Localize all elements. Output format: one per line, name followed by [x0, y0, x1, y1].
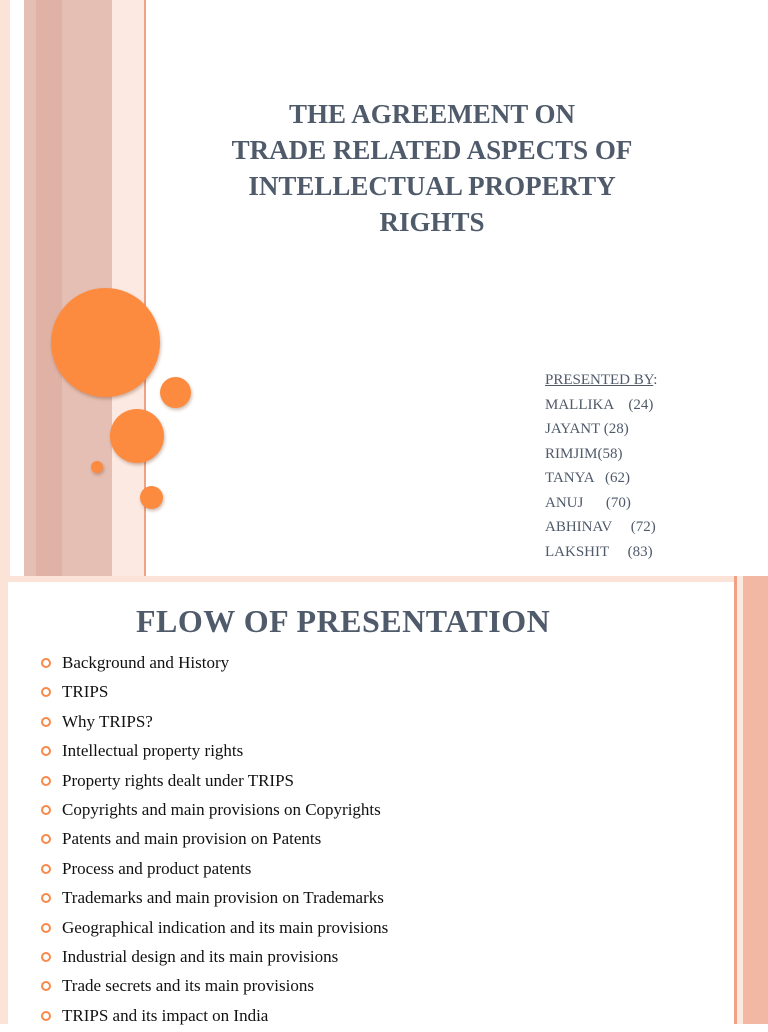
list-item: [38, 797, 388, 826]
presented-by-heading: [545, 368, 657, 393]
title-line: RIGHTS: [379, 207, 485, 237]
list-item: [38, 650, 388, 679]
list-item-text: Intellectual property rights: [62, 741, 244, 761]
presenter-name: ABHINAV (72): [545, 519, 656, 535]
list-item: [38, 709, 388, 738]
list-item: [38, 826, 388, 855]
decorative-stripe: [112, 0, 146, 576]
decorative-stripe: [743, 576, 768, 1024]
circle-bullet-icon: [41, 717, 51, 727]
agenda-heading: FLOW OF PRESENTATION: [136, 603, 551, 639]
presenter-name: JAYANT (28): [545, 421, 629, 437]
presenter-name: RIMJIM(58): [545, 445, 623, 462]
decorative-stripe: [0, 0, 10, 576]
decorative-circle-large: [51, 288, 160, 397]
decorative-circle: [140, 486, 163, 509]
slide-title: [196, 96, 668, 240]
list-item: [38, 885, 388, 914]
list-item: [38, 738, 388, 767]
list-item: [38, 973, 388, 1002]
title-line: INTELLECTUAL PROPERTY: [248, 171, 616, 201]
circle-bullet-icon: [41, 658, 51, 668]
list-item: [38, 915, 388, 944]
circle-bullet-icon: [41, 776, 51, 786]
list-item-text: Trademarks and main provision on Trademarks: [62, 888, 384, 908]
circle-bullet-icon: [41, 834, 51, 844]
presented-by-colon: :: [653, 372, 658, 388]
presenter-name: LAKSHIT (83): [545, 543, 653, 560]
presenter-name: ANUJ (70): [545, 494, 631, 511]
list-item: [38, 856, 388, 885]
decorative-stripe: [0, 576, 8, 1024]
list-item-text: Background and History: [62, 653, 230, 672]
circle-bullet-icon: [41, 981, 51, 991]
list-item-text: Geographical indication and its main provisions: [62, 917, 389, 937]
circle-bullet-icon: [41, 746, 51, 756]
presented-by-label: PRESENTED BY: [545, 372, 654, 388]
circle-bullet-icon: [41, 893, 51, 903]
decorative-stripe: [36, 0, 62, 576]
list-item-text: Copyrights and main provisions on Copyrights: [62, 799, 381, 819]
circle-bullet-icon: [41, 952, 51, 962]
circle-bullet-icon: [41, 864, 51, 874]
list-item-text: Process and product patents: [62, 858, 252, 878]
presenter-name: MALLIKA (24): [545, 396, 654, 413]
list-item-text: Why TRIPS?: [62, 711, 153, 731]
decorative-circle: [160, 377, 191, 408]
decorative-stripe: [0, 576, 768, 582]
list-item-text: Property rights dealt under TRIPS: [62, 770, 294, 790]
circle-bullet-icon: [41, 1011, 51, 1021]
list-item-text: Industrial design and its main provisions: [62, 946, 339, 966]
circle-bullet-icon: [41, 923, 51, 933]
circle-bullet-icon: [41, 805, 51, 815]
list-item: [38, 944, 388, 973]
agenda-list: [38, 650, 388, 1032]
list-item-text: TRIPS and its impact on India: [62, 1005, 269, 1025]
title-line: TRADE RELATED ASPECTS OF: [231, 135, 633, 165]
list-item-text: TRIPS: [62, 682, 109, 702]
list-item: [38, 768, 388, 797]
decorative-stripe: [10, 0, 24, 576]
list-item-text: Patents and main provision on Patents: [62, 829, 322, 849]
decorative-circle: [110, 409, 164, 463]
decorative-circle-small: [91, 461, 103, 473]
list-item: [38, 679, 388, 708]
list-item-text: Trade secrets and its main provisions: [62, 976, 314, 996]
presenter-name: TANYA (62): [545, 470, 631, 486]
presenters-list: [545, 368, 657, 564]
circle-bullet-icon: [41, 687, 51, 697]
title-line: THE AGREEMENT ON: [288, 99, 576, 129]
list-item: [38, 1003, 388, 1032]
